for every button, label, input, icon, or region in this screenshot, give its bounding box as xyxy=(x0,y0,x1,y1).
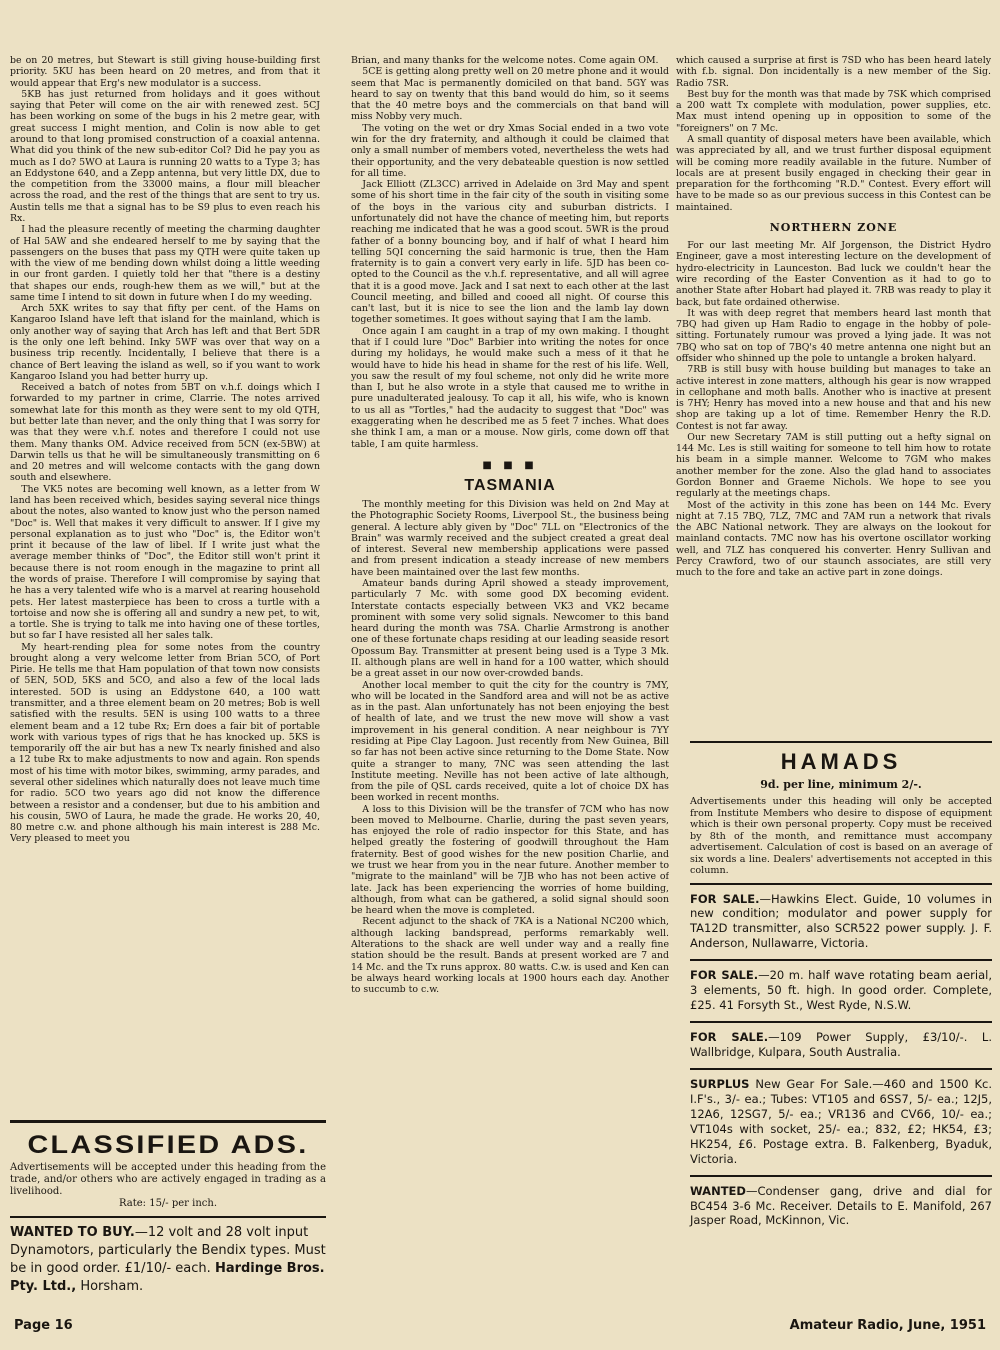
classified-ads-title: CLASSIFIED ADS. xyxy=(27,1131,309,1159)
paragraph: The VK5 notes are becoming well known, as a letter from W land has been received which, besides saying several nice things about the notes, also wanted to know just who the person named "Doc" is. Well that makes it very difficult to answer. If I give my personal explanation as to just who "Doc" is, the Editor won't print it because of the law of libel. If I write just what the average member thinks of "Doc", the Editor still won't print it because there is not room enough in the magazine to print all the words of praise. Therefore I will compromise by saying that he has a very talented wife who is a marvel at rearing household pets. Her latest masterpiece has been to cross a turtle with a tortoise and now she is offering all and sundry a new pet, to wit, a tortle. She is trying to talk me into having one of these tortles, but so far I have resisted all her sales talk. xyxy=(10,483,320,642)
hamads-notice: Advertisements under this heading will only be accepted from Institute Members who desire to dispose of equipment which is their own personal property. Copy must be received by 8th of the month, and remittance must accompany advertisement. Calculation of cost is based on an average of six words a line. Dealers' advertisements not accepted in this column. xyxy=(690,796,992,876)
paragraph: Most of the activity in this zone has been on 144 Mc. Every night at 7.15 7BQ, 7LZ, 7MC and 7AM run a network that rivals the ABC National network. They are always on the lookout for mainland contacts. 7MC now has his overtone oscillator working well, and 7LZ has conquered his converter. Henry Sullivan and Percy Crawford, two of our staunch associates, are still very much to the fore and take an active part in zone doings. xyxy=(676,499,991,579)
paragraph: 7RB is still busy with house building but manages to take an active interest in zone matters, although his gear is now wrapped in cellophane and moth balls. Another who is inactive at present is 7HY; Henry has moved into a new house and that and his new shop are taking up a lot of time. Remember Henry the R.D. Contest is not far away. xyxy=(676,364,991,432)
page-number: Page 16 xyxy=(14,1318,73,1333)
paragraph: Amateur bands during April showed a steady improvement, particularly 7 Mc. with some good DX becoming evident. Interstate contacts especially between VK3 and VK2 became prominent with some very solid signals. Newcomer to this band heard during the month was 7SA. Charlie Armstrong is another one of these fortunate chaps residing at our leading seaside resort Opossum Bay. Transmitter at present being used is a Type 3 Mk. II. although plans are well in hand for a 100 watter, which should be a great asset in our now over-crowded bands. xyxy=(351,578,669,680)
ad-body: —20 m. half wave rotating beam aerial, 3 elements, 50 ft. high. In good order. Complete, £25. 41 Forsyth St., West Ryde, N.S.W. xyxy=(690,968,993,1013)
ad-body: —Hawkins Elect. Guide, 10 volumes in new condition; modulator and power supply for TA12D transmitter, also SCR522 power supply. J. F. Anderson, Nullawarre, Victoria. xyxy=(690,891,992,951)
classified-rate: Rate: 15/- per inch. xyxy=(119,1198,217,1209)
column-middle xyxy=(351,55,669,1310)
ad-body: —Condenser gang, drive and dial for BC454 3-6 Mc. Receiver. Details to E. Manifold, 267 Jasper Road, McKinnon, Vic. xyxy=(690,1183,992,1228)
ad-heading: WANTED xyxy=(690,1183,746,1198)
northern-zone-heading: NORTHERN ZONE xyxy=(769,220,898,234)
paragraph: Brian, and many thanks for the welcome notes. Come again OM. xyxy=(351,55,659,66)
hamad-ad xyxy=(690,1021,992,1068)
ad-heading: SURPLUS xyxy=(690,1076,750,1091)
ad-body: —109 Power Supply, £3/10/-. L. Wallbridge, Kulpara, South Australia. xyxy=(690,1030,992,1059)
column-right xyxy=(676,55,991,725)
paragraph: A loss to this Division will be the transfer of 7CM who has now been moved to Melbourne. Charlie, during the past seven years, has enjoyed the role of radio inspector for this State, and has helped greatly the fostering of goodwill throughout the Ham fraternity. Best of good wishes for the new position Charlie, and we trust we hear from you in the near future. Another member to "migrate to the mainland" will be 7JB who has not been active of late. Jack has been experiencing the worries of home building, although, from what can be gathered, a solid signal should soon be heard when the move is completed. xyxy=(351,803,669,917)
paragraph: Received a batch of notes from 5BT on v.h.f. doings which I forwarded to my partner in crime, Clarrie. The notes arrived somewhat late for this month as they were sent to my old QTH, but better late than never, and the only thing that I was sorry for was that they were v.h.f. notes and therefore I could not use them. Many thanks OM. Advice received from 5CN (ex-5BW) at Darwin tells us that he will be simultaneously transmitting on 6 and 20 metres and will welcome contacts with the gang down south and elsewhere. xyxy=(10,382,320,484)
paragraph: The monthly meeting for this Division was held on 2nd May at the Photographic Society Rooms, Liverpool St., the business being general. A lecture ably given by "Doc" 7LL on "Electronics of the Brain" was warmly received and the subject created a great deal of interest. Several new membership applications were passed and from present indication a steady increase of new members have been maintained over the last few months. xyxy=(351,499,669,578)
paragraph: Jack Elliott (ZL3CC) arrived in Adelaide on 3rd May and spent some of his short time in the fair city of the south in visiting some of the boys in the various city and suburban districts. I unfortunately did not have the chance of meeting him, but reports reaching me indicated that he was a good scout. 5WR is the proud father of a bonny bouncing boy, and if half of what I heard him telling 5QI concerning the said harmonic is true, then the Ham fraternity is to gain a convert very early in life. 5JD has been co-opted to the Council as the v.h.f. representative, and all will agree that it is a good move. Jack and I sat next to each other at the last Council meeting, and billed and cooed all night. Of course this can't last, but it is nice to see the lion and the lamb lay down together sometimes. It goes without saying that I am the lamb. xyxy=(351,179,669,326)
ad-firm: Hardinge Bros. Pty. Ltd., xyxy=(10,1260,325,1294)
paragraph: Another local member to quit the city for the country is 7MY, who will be located in the Sandford area and will not be as active as in the past. Alan unfortunately has not been enjoying the best of health of late, and we trust the new move will show a vast improvement in his general condition. A near neighbour is 7YY residing at Pipe Clay Lagoon. Just recently from New Guinea, Bill so far has not been active since returning to the Dome State. Now quite a stranger to many, 7NC was seen attending the last Institute meeting. Neville has not been active of late although, from the pile of QSL cards received, quite a lot of choice DX has been worked in recent months. xyxy=(351,679,669,804)
paragraph: Once again I am caught in a trap of my own making. I thought that if I could lure "Doc" Barbier into writing the notes for once during my holidays, he would make such a mess of it that he would have to hide his head in shame for the rest of his life. Well, you saw the result of my foul scheme, not only did he write more than I, but he also wrote in a style that caused me to writhe in pure unadulterated jealousy. To cap it all, his wife, who is known to us all as "Tortles," had the audacity to suggest that "Doc" was exaggerating when he described me as 5 feet 7 inches. What does she think I am, a man or a mouse. Now girls, come down off that table, I am quite harmless. xyxy=(351,325,669,450)
paragraph: be on 20 metres, but Stewart is still giving house-building first priority. 5KU has been heard on 20 metres, and from that it would appear that Erg's new modulator is a success. xyxy=(10,55,320,89)
paragraph: I had the pleasure recently of meeting the charming daughter of Hal 5AW and she endeared herself to me by saying that the passengers on the buses that pass my QTH were quite taken up with the view of me bending down whilst doing a little weeding in our front garden. I quietly told her that "there is a destiny that shapes our ends, rough-hew them as we will," but at the same time I intend to sit down in future when I do my weeding. xyxy=(10,224,320,303)
hamads-section xyxy=(690,735,992,1236)
hamad-ad xyxy=(690,883,992,960)
divider-rule xyxy=(690,741,992,743)
classified-ad xyxy=(10,1216,326,1296)
paragraph: 5CE is getting along pretty well on 20 metre phone and it would seem that Mac is permanently domiciled on that band. 5GY was heard to say on twenty that this band would do him, so it seems that the 40 metre boys and the commercials on that band will miss Nobby very much. xyxy=(351,66,669,123)
paragraph: which caused a surprise at first is 7SD who has been heard lately with f.b. signal. Don incidentally is a new member of the Sig. Radio 7SR. xyxy=(676,55,991,89)
hamad-ad xyxy=(690,959,992,1021)
paragraph: The voting on the wet or dry Xmas Social ended in a two vote win for the dry fraternity, and although it could be claimed that only a small number of members voted, nevertheless the wets had their opportunity, and the very debateable question is now settled for all time. xyxy=(351,122,669,179)
paragraph: Arch 5XK writes to say that fifty per cent. of the Hams on Kangaroo Island have left that island for the mainland, which is only another way of saying that Arch has left and that Bert 5DR is the only one left behind. Inky 5WF was over that way on a business trip recently. Incidentally, I believe that there is a chance of Bert leaving the island as well, so if you want to work Kangaroo Island you had better hurry up. xyxy=(10,303,320,382)
paragraph: My heart-rending plea for some notes from the country brought along a very welcome letter from Brian 5CO, of Port Pirie. He tells me that Ham population of that town now consists of 5EN, 5OD, 5KS and 5CO, and also a few of the local lads interested. 5OD is using an Eddystone 640, a 100 watt transmitter, and a three element beam on 20 metres; Bob is well satisfied with the results. 5EN is using 100 watts to a three element beam and a 12 tube Rx; Ern does a fair bit of portable work with various types of rigs that he has knocked up. 5KS is temporarily off the air but has a new Tx nearly finished and also a 12 tube Rx to make adjustments to now and again. Ron spends most of his time with motor bikes, swimming, army parades, and several other sidelines which naturally does not leave much time for radio. 5CO two years ago did not know the difference between a resistor and a condenser, but due to his ambition and his cousin, 5WO of Laura, he made the grade. He works 20, 40, 80 metre c.w. and phone although his main interest is 288 Mc. Very pleased to meet you xyxy=(10,641,320,845)
ad-heading: FOR SALE. xyxy=(690,891,760,906)
classified-notice-text: Advertisements will be accepted under this heading from the trade, and/or others who are actively engaged in trading as a livelihood. xyxy=(10,1162,326,1197)
paragraph: It was with deep regret that members heard last month that 7BQ had given up Ham Radio to engage in the hobby of pole-sitting. Fortunately rumour was proved a lying jade. It was not 7BQ who sat on top of 7BQ's 40 metre antenna one night but an offsider who shinned up the pole to untangle a broken halyard. xyxy=(676,307,991,364)
ad-heading: FOR SALE. xyxy=(690,1030,769,1045)
paragraph: Recent adjunct to the shack of 7KA is a National NC200 which, although lacking bandspread, performs remarkably well. Alterations to the shack are well under way and a really fine station should be the result. Bands at present worked are 7 and 14 Mc. and the Tx runs approx. 80 watts. C.w. is used and Ken can be always heard working locals at 1900 hours each day. Another to succumb to c.w. xyxy=(351,916,669,996)
paragraph: For our last meeting Mr. Alf Jorgenson, the District Hydro Engineer, gave a most interesting lecture on the development of hydro-electricity in Launceston. Bad luck we couldn't hear the wire recording of the Easter Convention as it had to go to another State after Hobart had played it. 7RB was ready to play it back, but fate ordained otherwise. xyxy=(676,240,991,308)
hamad-ad xyxy=(690,1068,992,1175)
paragraph: Best buy for the month was that made by 7SK which comprised a 200 watt Tx complete with modulation, power supplies, etc. Max must intend opening up in opposition to some of the "foreigners" on 7 Mc. xyxy=(676,88,991,134)
hamad-ad xyxy=(690,1175,992,1237)
ad-heading: FOR SALE. xyxy=(690,968,759,983)
ad-location: Horsham. xyxy=(80,1278,144,1294)
section-divider: ■ ■ ■ xyxy=(482,459,538,471)
ad-heading: WANTED TO BUY. xyxy=(10,1225,135,1240)
hamads-rate: 9d. per line, minimum 2/-. xyxy=(760,778,922,791)
paragraph: Our new Secretary 7AM is still putting out a hefty signal on 144 Mc. Les is still waiting for someone to tell him how to rotate his beam in a simple manner. Welcome to 7GM who makes another member for the zone. Also the glad hand to associates Gordon Bonner and Graeme Nichols. We hope to see you regularly at the meetings chaps. xyxy=(676,431,991,500)
classified-notice xyxy=(10,1162,326,1210)
paragraph: A small quantity of disposal meters have been available, which was appreciated by all, and we trust further disposal equipment will be coming more readily available in the future. Number of locals are at present busily engaged in checking their gear in preparation for the forthcoming "R.D." Contest. Every effort will have to be made so as our previous success in this Contest can be maintained. xyxy=(676,133,991,213)
hamads-title: HAMADS xyxy=(780,749,902,774)
tasmania-heading: TASMANIA xyxy=(464,476,556,494)
paragraph: 5KB has just returned from holidays and it goes without saying that Peter will come on the air with renewed zest. 5CJ has been working on some of the bugs in his 2 metre gear, with great success I might mention, and Colin is now able to get around to that long promised construction of a coaxial antenna. What did you think of the new sub-editor Col? Did he pay you as much as I do? 5WO at Laura is running 20 watts to a Type 3; has an Eddystone 640, and a Zepp antenna, but very little DX, due to the competition from the 33000 mains, a flour mill bleacher across the road, and the rest of the things that are sent to try us. Austin tells me that a signal has to be S9 plus to even reach his Rx. xyxy=(10,88,320,224)
ad-body: New Gear For Sale.—460 and 1500 Kc. I.F's., 3/- ea.; Tubes: VT105 and 6SS7, 5/- ea.; 12J5, 12A6, 12SG7, 5/- ea.; VR136 and CV66, 10/- ea.; VT104s with socket, 25/- ea.; 832, £2; HK54, £3; HK254, £6. Postage extra. B. Falkenberg, Byaduk, Victoria. xyxy=(690,1076,992,1166)
ad-body: —12 volt and 28 volt input Dynamotors, particularly the Bendix types. Must be in good order. £1/10/- each. xyxy=(10,1225,326,1276)
issue-line: Amateur Radio, June, 1951 xyxy=(789,1318,986,1333)
classified-ads-section xyxy=(10,1120,326,1296)
